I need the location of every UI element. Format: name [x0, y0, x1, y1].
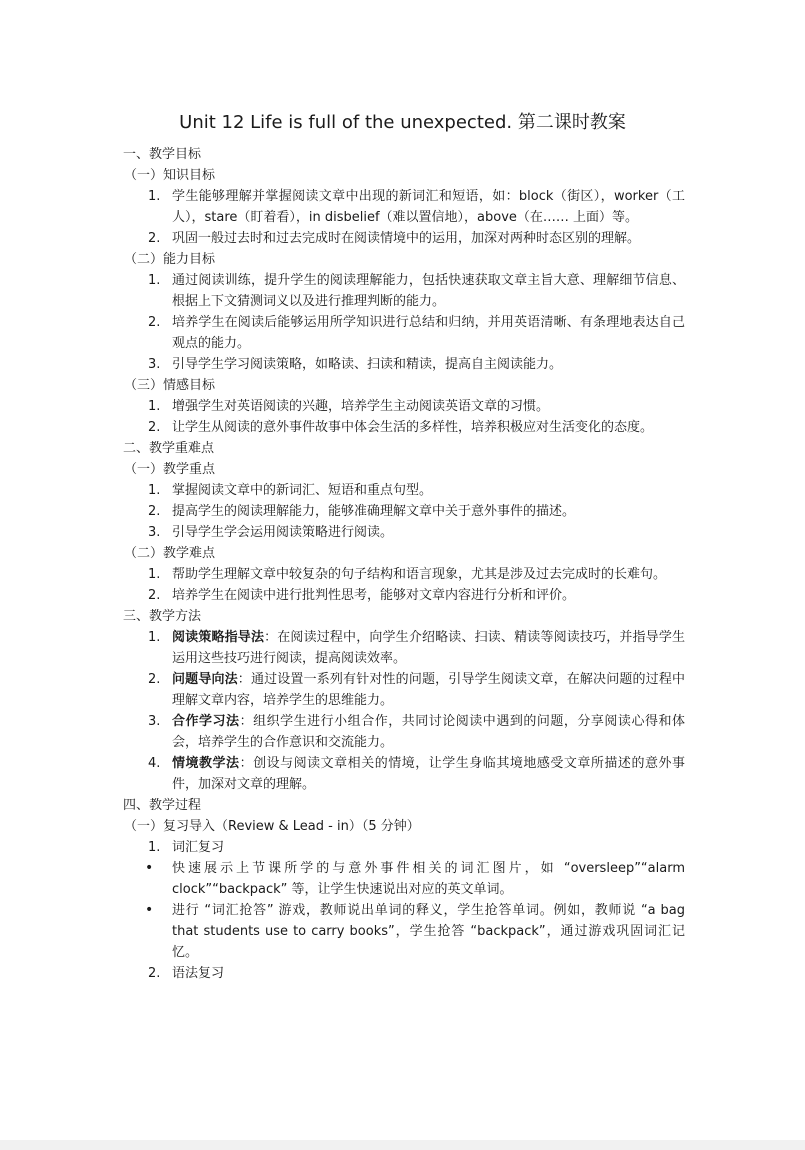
item-text: ：通过设置一系列有针对性的问题，引导学生阅读文章，在解决问题的过程中理解文章内容，培养学生的思维能力。: [172, 672, 685, 708]
bullet-marker: •: [145, 860, 154, 876]
list-item: [123, 627, 685, 669]
list-item: [123, 312, 685, 354]
list-item: [123, 270, 685, 312]
list-item: [123, 669, 685, 711]
section-heading: 四、教学过程: [123, 798, 202, 813]
item-number: 2.: [148, 315, 161, 330]
list-item: [123, 396, 685, 417]
item-term: 合作学习法: [172, 714, 240, 729]
item-text: ：创设与阅读文章相关的情境，让学生身临其境地感受文章所描述的意外事件，加深对文章的理解。: [172, 756, 685, 792]
list-item: [123, 480, 685, 501]
item-term: 情境教学法: [172, 756, 240, 771]
list-item: [123, 522, 685, 543]
section-heading: 三、教学方法: [123, 609, 202, 624]
item-number: 2.: [148, 504, 161, 519]
item-text: 培养学生在阅读中进行批判性思考，能够对文章内容进行分析和评价。: [172, 588, 576, 603]
item-term: 阅读策略指导法: [172, 630, 265, 645]
item-number: 1.: [148, 273, 161, 288]
subsection-heading: （二）教学难点: [124, 546, 216, 561]
item-number: 1.: [148, 630, 161, 645]
item-number: 2.: [148, 672, 161, 687]
item-number: 3.: [148, 357, 161, 372]
list-item: [123, 837, 685, 858]
item-text: 通过阅读训练，提升学生的阅读理解能力，包括快速获取文章主旨大意、理解细节信息、根据上下文猜测词义以及进行推理判断的能力。: [172, 273, 685, 309]
bullet-item: [123, 858, 685, 900]
item-number: 1.: [148, 399, 161, 414]
section-heading: 一、教学目标: [123, 147, 202, 162]
item-number: 2.: [148, 588, 161, 603]
page-bottom-edge: [0, 1140, 805, 1150]
item-text: 引导学生学习阅读策略，如略读、扫读和精读，提高自主阅读能力。: [172, 357, 563, 372]
item-number: 1.: [148, 189, 161, 204]
list-item: [123, 417, 685, 438]
item-text: 语法复习: [172, 966, 225, 981]
item-text: 提高学生的阅读理解能力，能够准确理解文章中关于意外事件的描述。: [172, 504, 576, 519]
document-body: [123, 144, 685, 984]
list-item: [123, 564, 685, 585]
list-item: [123, 501, 685, 522]
list-item: [123, 585, 685, 606]
list-item: [123, 753, 685, 795]
list-item: [123, 711, 685, 753]
item-text: 引导学生学会运用阅读策略进行阅读。: [172, 525, 394, 540]
bullet-item: [123, 900, 685, 963]
item-text: 培养学生在阅读后能够运用所学知识进行总结和归纳，并用英语清晰、有条理地表达自己观点的能力。: [172, 315, 685, 351]
subsection-heading: （一）复习导入（Review & Lead - in）（5 分钟）: [124, 819, 420, 834]
item-number: 4.: [148, 756, 161, 771]
subsection-heading: （一）教学重点: [124, 462, 216, 477]
item-text: 学生能够理解并掌握阅读文章中出现的新词汇和短语，如：block（街区），worker（工人），stare（盯着看），in disbelief（难以置信地），above（在…… 上面）等。: [172, 189, 685, 225]
item-text: 巩固一般过去时和过去完成时在阅读情境中的运用，加深对两种时态区别的理解。: [172, 231, 641, 246]
item-term: 问题导向法: [172, 672, 238, 687]
item-text: 让学生从阅读的意外事件故事中体会生活的多样性，培养积极应对生活变化的态度。: [172, 420, 654, 435]
list-item: [123, 963, 685, 984]
item-number: 2.: [148, 966, 161, 981]
item-text: 快速展示上节课所学的与意外事件相关的词汇图片，如 “oversleep”“alarm clock”“backpack” 等，让学生快速说出对应的英文单词。: [172, 861, 685, 897]
item-text: 词汇复习: [172, 840, 225, 855]
item-text: ：在阅读过程中，向学生介绍略读、扫读、精读等阅读技巧，并指导学生运用这些技巧进行阅读，提高阅读效率。: [172, 630, 685, 666]
subsection-heading: （一）知识目标: [124, 168, 216, 183]
item-number: 3.: [148, 525, 161, 540]
page-title: Unit 12 Life is full of the unexpected. 第二课时教案: [179, 112, 626, 133]
item-text: 进行 “词汇抢答” 游戏，教师说出单词的释义，学生抢答单词。例如，教师说 “a bag that students use to carry books”，学生抢答 “backpack”，通过游戏巩固词汇记忆。: [172, 903, 685, 960]
item-number: 2.: [148, 231, 161, 246]
bullet-marker: •: [145, 902, 154, 918]
item-number: 1.: [148, 483, 161, 498]
section-heading: 二、教学重难点: [123, 441, 215, 456]
item-number: 1.: [148, 567, 161, 582]
subsection-heading: （三）情感目标: [124, 378, 216, 393]
subsection-heading: （二）能力目标: [124, 252, 216, 267]
list-item: [123, 354, 685, 375]
item-text: 掌握阅读文章中的新词汇、短语和重点句型。: [172, 483, 433, 498]
item-text: 帮助学生理解文章中较复杂的句子结构和语言现象，尤其是涉及过去完成时的长难句。: [172, 567, 667, 582]
item-number: 1.: [148, 840, 161, 855]
item-number: 3.: [148, 714, 161, 729]
item-number: 2.: [148, 420, 161, 435]
item-text: 增强学生对英语阅读的兴趣，培养学生主动阅读英语文章的习惯。: [172, 399, 550, 414]
list-item: [123, 186, 685, 228]
item-text: ：组织学生进行小组合作，共同讨论阅读中遇到的问题，分享阅读心得和体会，培养学生的合作意识和交流能力。: [172, 714, 685, 750]
list-item: [123, 228, 685, 249]
